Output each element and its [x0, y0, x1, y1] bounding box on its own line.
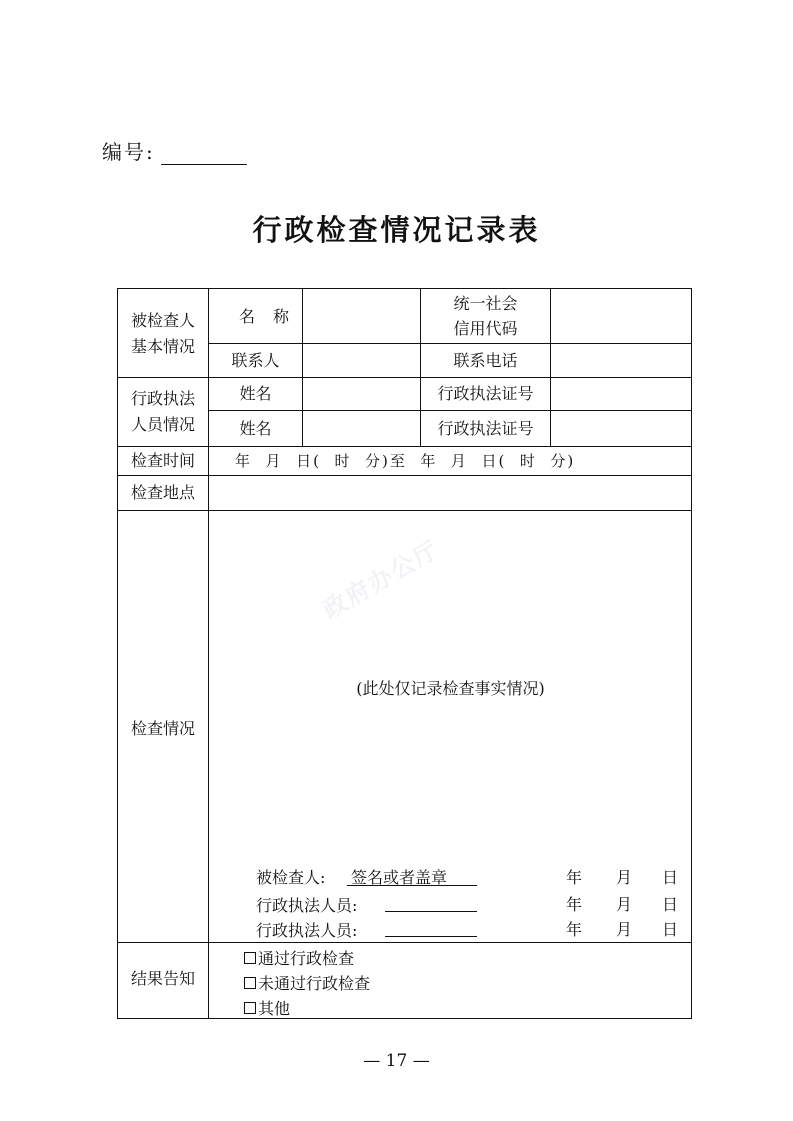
inspected-party-label: 被检查人 基本情况	[130, 311, 195, 356]
phone-value[interactable]	[551, 344, 691, 377]
page-number: — 17 —	[363, 1051, 430, 1071]
credit-code-label: 统一社会 信用代码	[453, 293, 518, 338]
result-label: 结果告知	[130, 969, 195, 989]
date-year: 年	[566, 920, 583, 939]
staff-cert-label-1: 行政执法证号	[437, 384, 534, 404]
row-divider	[118, 510, 691, 511]
inspection-time-label: 检查时间	[130, 451, 195, 471]
result-option-other[interactable]: 其他	[244, 996, 290, 1019]
contact-label: 联系人	[231, 350, 280, 370]
name-label: 名称	[238, 306, 307, 326]
credit-code-value[interactable]	[551, 290, 691, 343]
date-day: 日	[662, 868, 679, 887]
enforcement-staff-label: 行政执法 人员情况	[130, 389, 195, 434]
row-divider	[118, 942, 691, 943]
staff-cert-value-2[interactable]	[551, 411, 691, 446]
staff-cert-value-1[interactable]	[551, 378, 691, 410]
contact-value[interactable]	[303, 344, 420, 377]
inspection-time-value[interactable]: 年 月 日( 时 分)至 年 月 日( 时 分)	[235, 452, 576, 470]
signature-line-text[interactable]: 签名或者盖章	[351, 868, 448, 887]
watermark: 政府办公厅	[317, 534, 445, 625]
signature-label-officer-1: 行政执法人员:	[256, 896, 358, 915]
staff-cert-label-2: 行政执法证号	[437, 418, 534, 438]
signature-label-inspected: 被检查人:	[256, 868, 326, 887]
serial-number-field[interactable]	[161, 146, 247, 165]
phone-label: 联系电话	[453, 350, 518, 370]
staff-name-value-2[interactable]	[303, 411, 420, 446]
signature-label-officer-2: 行政执法人员:	[256, 921, 358, 940]
result-option-fail[interactable]: 未通过行政检查	[244, 971, 370, 994]
inspection-place-label: 检查地点	[130, 483, 195, 503]
date-day: 日	[662, 920, 679, 939]
signature-line[interactable]	[385, 936, 477, 937]
date-month: 月	[616, 895, 633, 914]
inspection-details-note: (此处仅记录检查事实情况)	[356, 679, 545, 698]
serial-number-label: 编号:	[102, 140, 155, 164]
result-option-pass[interactable]: 通过行政检查	[244, 946, 354, 969]
date-year: 年	[566, 868, 583, 887]
signature-line[interactable]	[385, 911, 477, 912]
page-title: 行政检查情况记录表	[252, 213, 541, 247]
date-year: 年	[566, 895, 583, 914]
date-month: 月	[616, 920, 633, 939]
date-month: 月	[616, 868, 633, 887]
serial-number	[102, 136, 247, 165]
staff-name-value-1[interactable]	[303, 378, 420, 410]
name-value[interactable]	[303, 290, 420, 343]
signature-line	[347, 885, 477, 886]
inspection-details-label: 检查情况	[130, 719, 195, 739]
staff-name-label-1: 姓名	[239, 384, 272, 404]
inspection-place-value[interactable]	[209, 476, 691, 510]
checkbox[interactable]	[244, 977, 256, 989]
date-day: 日	[662, 895, 679, 914]
staff-name-label-2: 姓名	[239, 418, 272, 438]
checkbox[interactable]	[244, 952, 256, 964]
checkbox[interactable]	[244, 1002, 256, 1014]
